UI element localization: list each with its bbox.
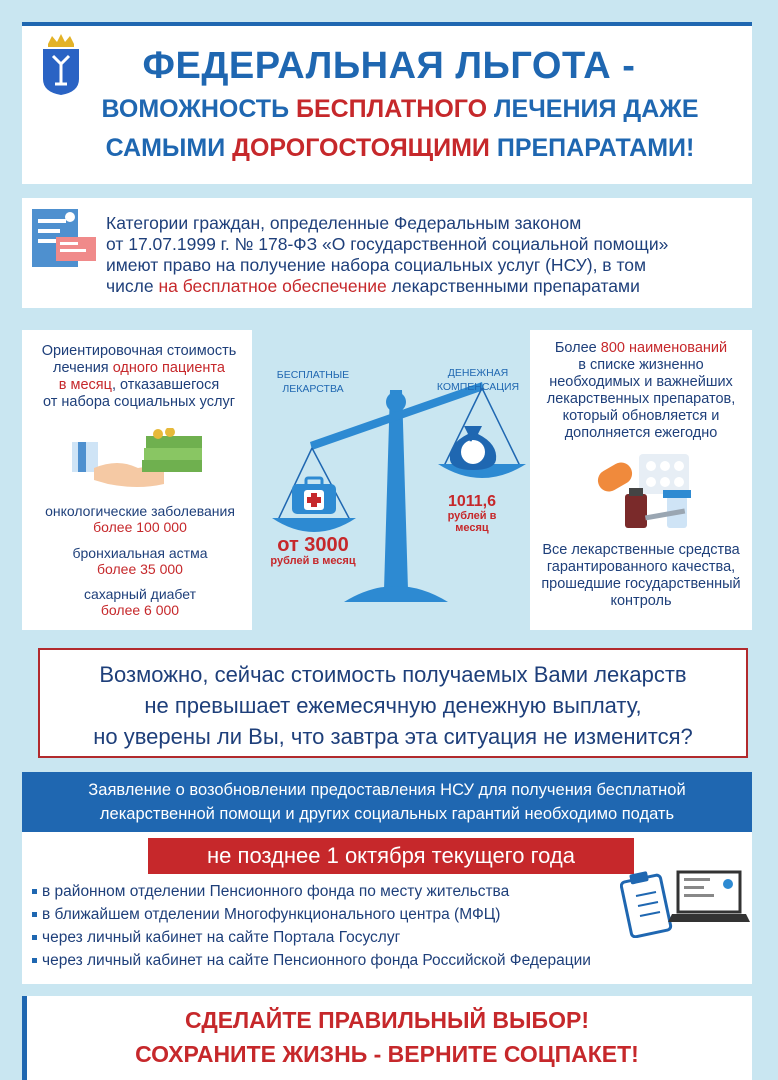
call-to-action-line: СДЕЛАЙТЕ ПРАВИЛЬНЫЙ ВЫБОР! <box>185 1007 589 1033</box>
subtitle-text: ВОМОЖНОСТЬ <box>101 95 296 123</box>
categories-line: от 17.07.1999 г. № 178-ФЗ «О государственной социальной помощи» <box>106 234 669 254</box>
clipboard-icon <box>620 868 750 938</box>
banner-line: Заявление о возобновлении предоставления НСУ для получения бесплатной <box>88 781 686 799</box>
subtitle-text: ЛЕЧЕНИЯ ДАЖЕ <box>487 95 699 123</box>
categories-line: Категории граждан, определенные Федеральным законом <box>106 213 582 233</box>
question-line: но уверены ли Вы, что завтра эта ситуация не изменится? <box>93 724 693 749</box>
illness-name: бронхиальная астма <box>72 545 208 561</box>
medicines-line: который обновляется и <box>562 408 720 424</box>
cost-intro-line: Ориентировочная стоимость <box>41 343 237 359</box>
quality-text <box>532 542 750 610</box>
subtitle-line-1 <box>90 95 710 124</box>
subtitle-line-2 <box>90 134 710 163</box>
illness-cost: более 35 000 <box>97 561 183 577</box>
monetary-compensation-label: ДЕНЕЖНАЯ КОМПЕНСАЦИЯ <box>436 367 520 393</box>
medical-bag-icon <box>290 476 338 516</box>
list-item-text: в ближайшем отделении Многофункционального центра (МФЦ) <box>42 906 501 923</box>
quality-line: контроль <box>610 593 672 609</box>
question-line: Возможно, сейчас стоимость получаемых Вами лекарств <box>99 662 687 687</box>
question-text <box>40 659 746 752</box>
medicines-list-text <box>532 340 750 442</box>
cost-intro-line <box>28 377 250 394</box>
medicines-line: в списке жизненно <box>578 357 704 373</box>
list-item <box>32 880 632 903</box>
bullet-icon <box>32 935 37 940</box>
value-amount: 1011,6 <box>447 493 497 510</box>
apply-places-list <box>32 880 632 972</box>
banner-line: лекарственной помощи и других социальных гарантий необходимо подать <box>99 805 675 823</box>
document-icon <box>32 207 102 271</box>
cost-intro-line: от набора социальных услуг <box>42 394 236 410</box>
value-amount: от 3000 <box>277 534 349 556</box>
call-to-action-line: СОХРАНИТЕ ЖИЗНЬ - ВЕРНИТЕ СОЦПАКЕТ! <box>135 1041 639 1067</box>
illness-name: сахарный диабет <box>83 586 197 602</box>
currency-symbol: ₽ <box>467 428 479 445</box>
illness-item <box>25 545 255 577</box>
cost-intro-text: , отказавшегося <box>111 377 220 393</box>
subtitle-accent: ДОРОГОСТОЯЩИМИ <box>232 134 490 162</box>
illness-name: онкологические заболевания <box>45 503 235 519</box>
medicines-line: лекарственных препаратов, <box>546 391 736 407</box>
value-unit: рублей в месяц <box>447 510 497 534</box>
illness-cost: более 100 000 <box>93 519 187 535</box>
categories-text-part: лекарственными препаратами <box>386 276 640 296</box>
cost-intro-accent: в месяц <box>58 377 112 393</box>
quality-line: гарантированного качества, <box>546 559 736 575</box>
list-item-text: через личный кабинет на сайте Портала Госуслуг <box>42 929 401 946</box>
list-item-text: через личный кабинет на сайте Пенсионного фонда Российской Федерации <box>42 952 591 969</box>
medicines-line <box>532 340 750 357</box>
categories-text-part: числе <box>106 276 159 296</box>
illness-cost: более 6 000 <box>100 602 180 618</box>
list-item-text: в районном отделении Пенсионного фонда по месту жительства <box>42 883 510 900</box>
quality-line: прошедшие государственный <box>541 576 741 592</box>
illness-item <box>25 503 255 535</box>
subtitle-text: ПРЕПАРАТАМИ! <box>489 134 695 162</box>
subtitle-text: САМЫМИ <box>105 134 233 162</box>
cost-intro-accent: одного пациента <box>112 360 225 376</box>
quality-line: Все лекарственные средства <box>542 542 740 558</box>
cost-intro-line <box>28 360 250 377</box>
categories-accent: на бесплатное обеспечение <box>158 276 387 296</box>
application-banner-text <box>22 778 752 826</box>
question-line: не превышает ежемесячную денежную выплату, <box>144 693 642 718</box>
free-medicines-label: БЕСПЛАТНЫЕ ЛЕКАРСТВА <box>276 369 350 395</box>
categories-line: имеют право на получение набора социальных услуг (НСУ), в том <box>106 255 647 275</box>
medicines-line: дополняется ежегодно <box>564 425 718 441</box>
medicines-line: необходимых и важнейших <box>549 374 733 390</box>
subtitle-accent: БЕСПЛАТНОГО <box>295 95 488 123</box>
bullet-icon <box>32 912 37 917</box>
compensation-value <box>432 493 512 534</box>
pills-icon <box>595 450 705 532</box>
money-hand-icon <box>68 428 208 492</box>
value-unit: рублей в месяц <box>270 555 356 567</box>
deadline-badge: не позднее 1 октября текущего года <box>148 838 634 874</box>
illness-item <box>25 586 255 618</box>
medicines-accent: 800 наименований <box>600 340 728 356</box>
bullet-icon <box>32 958 37 963</box>
page-title: ФЕДЕРАЛЬНАЯ ЛЬГОТА - <box>142 45 636 87</box>
bullet-icon <box>32 889 37 894</box>
cost-intro-text: лечения <box>53 360 113 376</box>
list-item <box>32 903 632 926</box>
medicines-text: Более <box>554 340 601 356</box>
free-medicines-value <box>268 535 358 567</box>
categories-line <box>106 276 746 297</box>
list-item <box>32 926 632 949</box>
list-item <box>32 949 632 972</box>
cost-intro <box>28 343 250 411</box>
categories-text <box>106 213 746 297</box>
